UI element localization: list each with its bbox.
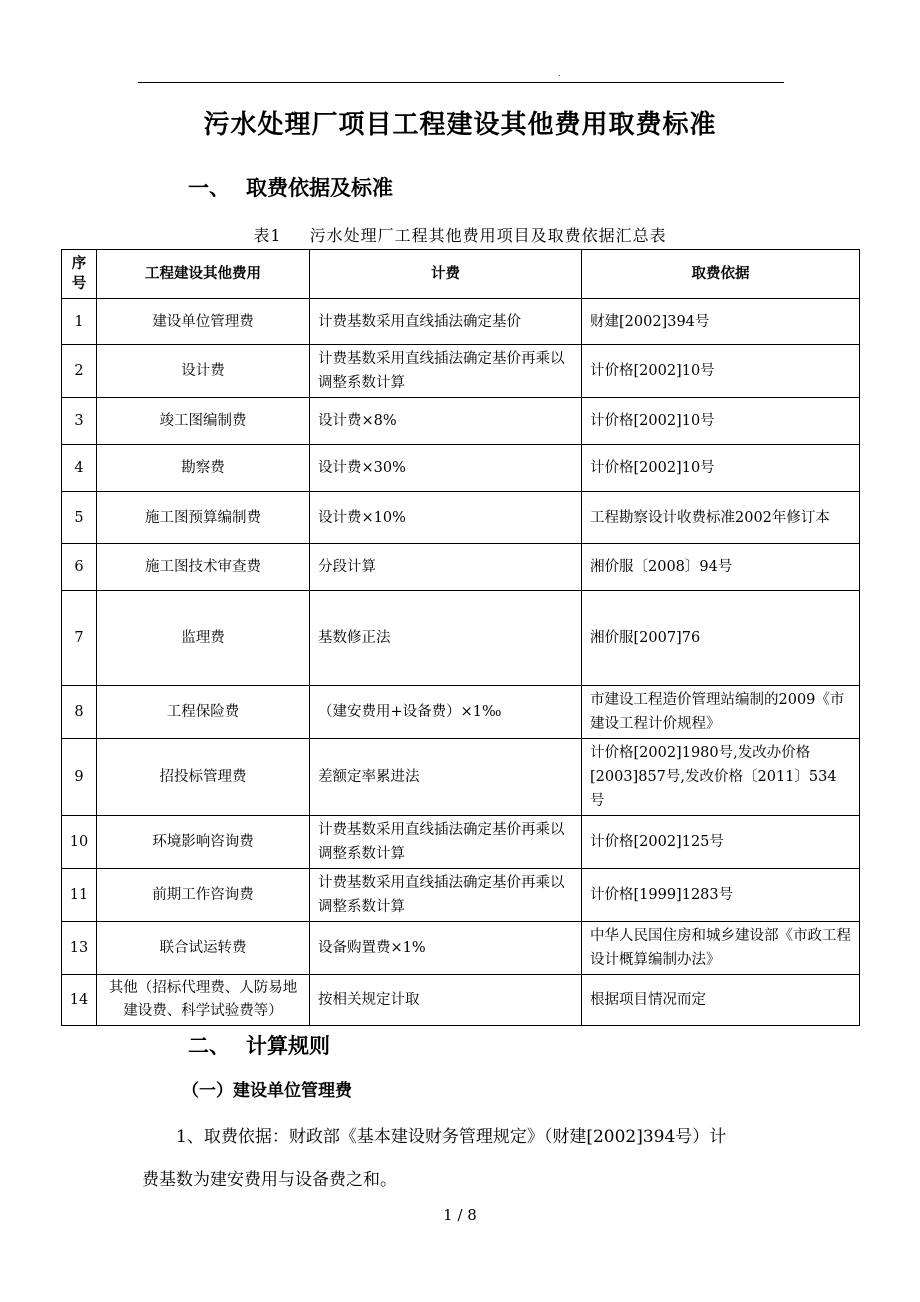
cell-basis: 根据项目情况而定 xyxy=(582,975,860,1026)
cell-seq: 10 xyxy=(62,816,97,869)
page-number: 1 / 8 xyxy=(443,1206,477,1224)
cell-calc: （建安费用+设备费）×1‰ xyxy=(310,686,582,739)
header-calc: 计费 xyxy=(310,250,582,299)
cell-calc: 计费基数采用直线插法确定基价 xyxy=(310,299,582,345)
cell-item: 监理费 xyxy=(97,591,310,686)
document-title: 污水处理厂项目工程建设其他费用取费标准 xyxy=(203,110,717,140)
table-caption-title: 污水处理厂工程其他费用项目及取费依据汇总表 xyxy=(309,226,667,245)
section-1-title: 取费依据及标准 xyxy=(246,176,393,200)
cell-calc: 分段计算 xyxy=(310,544,582,591)
table-row xyxy=(62,975,860,1026)
cell-basis: 湘价服〔2008〕94号 xyxy=(582,544,860,591)
section-2-heading xyxy=(188,1030,330,1060)
table-caption-label: 表1 xyxy=(253,226,282,245)
paragraph-line-2: 费基数为建安费用与设备费之和。 xyxy=(142,1170,397,1190)
cell-seq: 13 xyxy=(62,922,97,975)
section-1-number: 一、 xyxy=(188,176,230,200)
cell-seq: 5 xyxy=(62,492,97,544)
table-row xyxy=(62,398,860,445)
cell-calc: 基数修正法 xyxy=(310,591,582,686)
cell-item: 环境影响咨询费 xyxy=(97,816,310,869)
cell-basis: 计价格[2002]10号 xyxy=(582,445,860,492)
cell-seq: 6 xyxy=(62,544,97,591)
cell-item: 其他（招标代理费、人防易地建设费、科学试验费等） xyxy=(97,975,310,1026)
cell-calc: 差额定率累进法 xyxy=(310,739,582,816)
cell-calc: 计费基数采用直线插法确定基价再乘以调整系数计算 xyxy=(310,869,582,922)
cell-calc: 设备购置费×1% xyxy=(310,922,582,975)
header-basis: 取费依据 xyxy=(582,250,860,299)
table-row xyxy=(62,299,860,345)
table-row xyxy=(62,345,860,398)
table-row xyxy=(62,686,860,739)
cell-item: 前期工作咨询费 xyxy=(97,869,310,922)
cell-seq: 7 xyxy=(62,591,97,686)
cell-item: 建设单位管理费 xyxy=(97,299,310,345)
table-row xyxy=(62,492,860,544)
cell-seq: 2 xyxy=(62,345,97,398)
cell-basis: 计价格[2002]1980号,发改办价格[2003]857号,发改价格〔2011〕534号 xyxy=(582,739,860,816)
cell-seq: 11 xyxy=(62,869,97,922)
cell-calc: 按相关规定计取 xyxy=(310,975,582,1026)
table-row xyxy=(62,816,860,869)
cell-basis: 计价格[2002]10号 xyxy=(582,345,860,398)
cell-seq: 9 xyxy=(62,739,97,816)
header-seq: 序 号 xyxy=(62,250,97,299)
cell-seq: 3 xyxy=(62,398,97,445)
cell-calc: 计费基数采用直线插法确定基价再乘以调整系数计算 xyxy=(310,816,582,869)
cell-basis: 计价格[1999]1283号 xyxy=(582,869,860,922)
cell-item: 设计费 xyxy=(97,345,310,398)
cell-seq: 4 xyxy=(62,445,97,492)
fee-table xyxy=(61,249,860,1026)
cell-basis: 市建设工程造价管理站编制的2009《市建设工程计价规程》 xyxy=(582,686,860,739)
table-row xyxy=(62,591,860,686)
table-row xyxy=(62,544,860,591)
table-row xyxy=(62,869,860,922)
section-1-heading xyxy=(188,172,393,202)
cell-item: 招投标管理费 xyxy=(97,739,310,816)
cell-basis: 计价格[2002]10号 xyxy=(582,398,860,445)
table-row xyxy=(62,922,860,975)
section-2-title: 计算规则 xyxy=(246,1034,330,1058)
cell-seq: 1 xyxy=(62,299,97,345)
header-dot: . xyxy=(558,69,561,78)
table-row xyxy=(62,445,860,492)
header-item: 工程建设其他费用 xyxy=(97,250,310,299)
table-row xyxy=(62,739,860,816)
table-caption xyxy=(0,223,920,246)
subsection-heading: （一）建设单位管理费 xyxy=(182,1081,352,1101)
cell-calc: 计费基数采用直线插法确定基价再乘以调整系数计算 xyxy=(310,345,582,398)
cell-basis: 湘价服[2007]76 xyxy=(582,591,860,686)
table-header-row xyxy=(62,250,860,299)
cell-calc: 设计费×8% xyxy=(310,398,582,445)
cell-basis: 财建[2002]394号 xyxy=(582,299,860,345)
cell-item: 施工图技术审查费 xyxy=(97,544,310,591)
cell-calc: 设计费×10% xyxy=(310,492,582,544)
cell-item: 施工图预算编制费 xyxy=(97,492,310,544)
cell-basis: 计价格[2002]125号 xyxy=(582,816,860,869)
cell-basis: 中华人民国住房和城乡建设部《市政工程设计概算编制办法》 xyxy=(582,922,860,975)
cell-item: 竣工图编制费 xyxy=(97,398,310,445)
cell-basis: 工程勘察设计收费标准2002年修订本 xyxy=(582,492,860,544)
paragraph-line-1: 1、取费依据：财政部《基本建设财务管理规定》（财建[2002]394号）计 xyxy=(176,1127,727,1147)
cell-calc: 设计费×30% xyxy=(310,445,582,492)
header-rule xyxy=(138,82,784,83)
cell-item: 工程保险费 xyxy=(97,686,310,739)
cell-seq: 8 xyxy=(62,686,97,739)
cell-item: 勘察费 xyxy=(97,445,310,492)
section-2-number: 二、 xyxy=(188,1034,230,1058)
cell-seq: 14 xyxy=(62,975,97,1026)
cell-item: 联合试运转费 xyxy=(97,922,310,975)
